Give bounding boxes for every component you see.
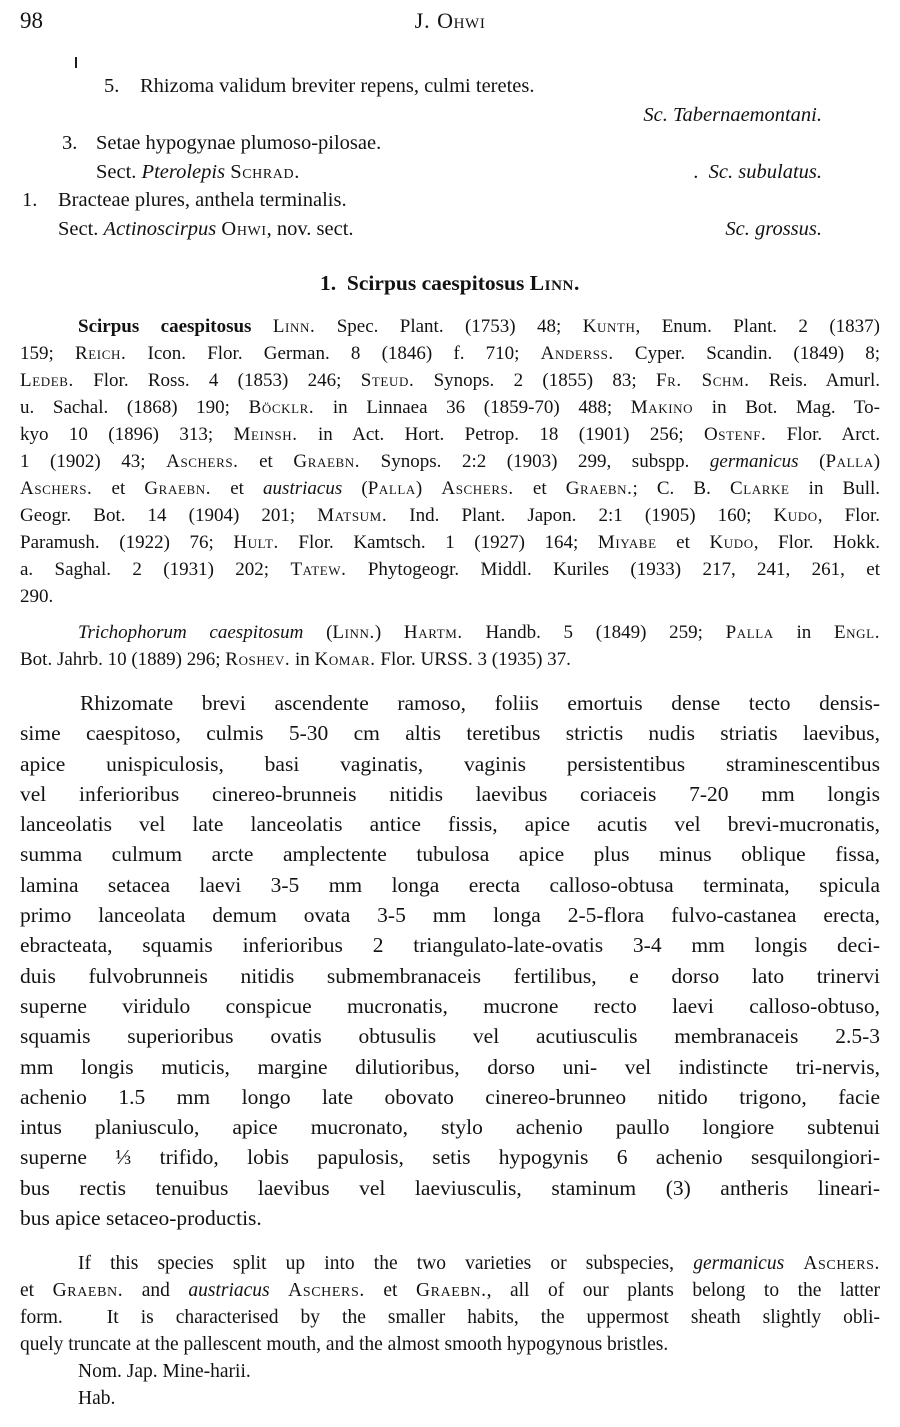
text-segment: in [290, 649, 315, 670]
text-segment: Palla [367, 478, 416, 499]
text-segment: 1. [320, 271, 347, 295]
text-line [20, 1385, 880, 1412]
text-line [20, 688, 880, 718]
text-segment: Engl. [833, 622, 881, 643]
text-segment: Steud. [360, 370, 415, 391]
text-segment: austriacus [263, 478, 343, 499]
text-segment: Kudo [709, 532, 754, 553]
page-number: 98 [20, 8, 43, 33]
text-segment: Synops. 2 (1855) 83; [414, 370, 656, 391]
text-segment: austriacus [188, 1280, 270, 1302]
text-segment: Cyper. Scandin. (1849) 8; [613, 343, 881, 364]
text-segment: ( [303, 622, 333, 643]
text-segment: Handb. 5 (1849) 259; [462, 622, 726, 643]
text-segment: Geogr. Bot. 14 (1904) 201; [20, 505, 318, 526]
text-line [20, 583, 880, 610]
text-segment: Phytogeogr. Middl. Kuriles (1933) 217, 241, 261, et [346, 559, 881, 580]
text-line [20, 475, 880, 502]
key-couplet-number: 3. [62, 132, 78, 154]
text-segment: Linn. [529, 271, 580, 295]
text-segment: Kunth [582, 316, 636, 337]
text-segment: Trichophorum caespitosum [78, 622, 304, 643]
text-line [20, 394, 880, 421]
text-segment: ) [415, 478, 442, 499]
text-segment: , nov. sect. [266, 217, 354, 240]
text-segment: et [364, 1280, 416, 1302]
text-segment: Roshev. [225, 649, 291, 670]
text-segment: Bracteae plures, anthela terminalis. [58, 189, 347, 211]
text-line [20, 1331, 880, 1358]
text-segment: Sc. Tabernaemontani. [643, 103, 822, 126]
text-segment: in Linnaea 36 (1859-70) 488; [314, 397, 631, 418]
text-segment: ebracteata, squamis inferioribus 2 triangulato-late-ovatis 3-4 mm longis deci- [20, 933, 880, 958]
key-lead-text [20, 129, 880, 158]
text-line [20, 900, 880, 930]
text-segment: , Enum. Plant. 2 (1837) [635, 316, 880, 337]
page-content [20, 0, 880, 1412]
text-line [20, 421, 880, 448]
text-segment: Graebn. [293, 451, 361, 472]
text-line [20, 1052, 880, 1082]
key-species-name [693, 158, 822, 187]
text-segment: intus planiusculo, apice mucronato, stylo achenio paullo longiore subtenui [20, 1115, 880, 1140]
text-line [20, 502, 880, 529]
text-line [20, 1082, 880, 1112]
text-segment: Graebn. [565, 478, 633, 499]
text-segment: Böcklr. [248, 397, 315, 418]
text-segment: Rhizomate brevi ascendente ramoso, foliis emortuis dense tecto densis- [80, 691, 880, 715]
text-segment: Ind. Plant. Japon. 2:1 (1905) 160; [387, 505, 774, 526]
text-segment: lamina setacea laevi 3-5 mm longa erecta calloso-obtusa terminata, spicula [20, 872, 880, 897]
text-segment: superne viridulo conspicue mucronatis, mucrone recto laevi calloso-obtuso, [20, 993, 880, 1018]
text-segment: and [123, 1280, 189, 1302]
text-segment: vel inferioribus cinereo-brunneis nitidis laevibus coriaceis 7-20 mm longis [20, 781, 880, 806]
text-line [20, 1277, 880, 1304]
text-segment: Sc. grossus. [725, 217, 822, 240]
text-segment: superne ⅓ trifido, lobis papulosis, setis hypogynis 6 achenio sesquilongiori- [20, 1145, 880, 1170]
latin-description-paragraph [20, 688, 880, 1233]
text-segment: . [693, 160, 709, 183]
text-segment: Nom. Jap. Mine-harii. [78, 1361, 251, 1383]
text-segment: Palla [825, 451, 874, 472]
text-segment: J. [414, 8, 438, 33]
text-line [20, 1203, 880, 1233]
text-line [20, 529, 880, 556]
text-segment: Ostenf. [703, 424, 767, 445]
key-result-tabernaemontani [20, 101, 880, 130]
text-segment: Spec. Plant. (1753) 48; [315, 316, 583, 337]
text-segment: in Bull. [789, 478, 881, 499]
text-segment: Linn. [332, 622, 375, 643]
text-segment: 159; [20, 343, 75, 364]
text-segment: Palla [725, 622, 774, 643]
text-segment: Sc. subulatus. [708, 160, 822, 183]
text-line [20, 556, 880, 583]
text-segment: in Bot. Mag. To- [693, 397, 881, 418]
text-segment: u. Sachal. (1868) 190; [20, 397, 249, 418]
discussion-paragraph [20, 1250, 880, 1358]
text-segment: achenio 1.5 mm longo late obovato cinereo-brunneo nitido trigono, facie [20, 1084, 880, 1109]
text-segment: 1 (1902) 43; [20, 451, 167, 472]
text-segment: ; C. B. [632, 478, 730, 499]
text-line [20, 718, 880, 748]
text-line [20, 619, 880, 646]
text-segment: in Act. Hort. Petrop. 18 (1901) 256; [297, 424, 704, 445]
text-segment [784, 1253, 803, 1274]
synonymy-paragraph [20, 313, 880, 610]
key-lead-text [20, 186, 880, 215]
text-line [20, 930, 880, 960]
key-species-name [643, 104, 822, 126]
text-segment: et [513, 478, 566, 499]
text-line [20, 809, 880, 839]
text-segment: Reich. [74, 343, 127, 364]
text-line [20, 779, 880, 809]
text-segment: bus apice setaceo-productis. [20, 1206, 262, 1231]
identification-key [20, 72, 880, 243]
text-segment: Meinsh. [233, 424, 298, 445]
text-segment: quely truncate at the pallescent mouth, and the almost smooth hypogynous bristles. [20, 1334, 669, 1356]
text-segment: et [92, 478, 145, 499]
text-segment: duis fulvobrunneis nitidis submembranaceis fertilibus, e dorso lato trinervi [20, 963, 880, 988]
key-sect-pterolepis [20, 158, 880, 187]
text-segment: primo lanceolata demum ovata 3-5 mm longa 2-5-flora fulvo-castanea erecta, [20, 903, 880, 928]
text-segment: Ohwi [221, 217, 267, 240]
text-segment [270, 1280, 289, 1301]
text-line [20, 991, 880, 1021]
text-line [20, 1142, 880, 1172]
text-line [20, 1358, 880, 1385]
species-heading [20, 269, 880, 297]
text-segment: Rhizoma validum breviter repens, culmi teretes. [140, 75, 535, 97]
text-segment: summa culmum arcte amplectente tubulosa apice plus minus oblique fissa, [20, 842, 880, 867]
text-segment: mm longis muticis, margine dilutioribus, dorso uni- vel indistincte tri-nervis, [20, 1054, 880, 1079]
text-segment: Aschers. [288, 1280, 365, 1302]
text-line [20, 961, 880, 991]
text-segment: If this species split up into the two varieties or subspecies, [78, 1253, 694, 1275]
text-line [20, 340, 880, 367]
text-segment: ( [342, 478, 368, 499]
text-segment: Clarke [729, 478, 790, 499]
text-segment: et [656, 532, 710, 553]
text-segment: Graebn. [144, 478, 212, 499]
text-segment: Bot. Jahrb. 10 (1889) 296; [20, 649, 226, 670]
text-segment: squamis superioribus ovatis obtusulis vel acutiusculis membranaceis 2.5-3 [20, 1024, 880, 1049]
text-segment: Anderss. [540, 343, 614, 364]
text-line [20, 313, 880, 340]
text-segment: Komar. [314, 649, 376, 670]
text-segment: Linn. [272, 316, 316, 337]
page-header [20, 0, 880, 38]
text-segment: Miyabe [597, 532, 657, 553]
key-lead-text [20, 72, 880, 101]
key-sect-actinoscirpus [20, 215, 880, 244]
text-segment: ) [374, 622, 404, 643]
key-lead-5 [20, 72, 880, 101]
key-species-name [725, 215, 822, 244]
text-segment: , Flor. Hokk. [753, 532, 880, 553]
text-segment: Schrad. [230, 160, 300, 183]
text-segment: Graebn. [52, 1280, 124, 1302]
text-line [20, 1250, 880, 1277]
text-segment: form. It is characterised by the smaller habits, the uppermost sheath slightly obli- [20, 1307, 880, 1329]
text-segment: lanceolatis vel late lanceolatis antice fissis, apice acutis vel brevi-mucronatis, [20, 812, 880, 837]
text-segment: ) [873, 451, 881, 472]
text-segment: Flor. Ross. 4 (1853) 246; [73, 370, 361, 391]
text-line [20, 1112, 880, 1142]
text-line [20, 367, 880, 394]
text-segment: ( [798, 451, 826, 472]
text-segment: Hartm. [403, 622, 463, 643]
text-segment: et [238, 451, 294, 472]
text-segment: Scirpus caespitosus [78, 316, 273, 337]
text-segment: a. Saghal. 2 (1931) 202; [20, 559, 291, 580]
text-line [20, 448, 880, 475]
text-segment: Graebn. [415, 1280, 487, 1302]
text-segment: Aschers. [166, 451, 239, 472]
text-segment: et [20, 1280, 53, 1302]
key-couplet-number: 1. [22, 189, 38, 211]
text-segment: Scirpus caespitosus [346, 271, 525, 295]
text-segment: Flor. Arct. [766, 424, 880, 445]
text-segment: Hab. [78, 1388, 116, 1410]
text-line [20, 839, 880, 869]
key-lead-3 [20, 129, 880, 158]
text-segment: Makino [630, 397, 694, 418]
text-segment: Actinoscirpus [103, 217, 217, 240]
text-segment: Kudo [773, 505, 818, 526]
text-line [20, 1304, 880, 1331]
text-segment: Sect. [58, 217, 104, 240]
text-segment: Paramush. (1922) 76; [20, 532, 234, 553]
text-line [20, 1021, 880, 1051]
text-segment: in [773, 622, 834, 643]
running-title [20, 8, 880, 34]
text-segment: Ohwi [437, 8, 486, 33]
text-segment: apice unispiculosis, basi vaginatis, vaginis persistentibus straminescentibus [20, 751, 880, 776]
text-segment: kyo 10 (1896) 313; [20, 424, 234, 445]
synonymy-paragraph-trichophorum [20, 619, 880, 673]
text-segment: sime caespitoso, culmis 5-30 cm altis teretibus strictis nudis striatis laevibus, [20, 721, 880, 746]
key-couplet-number: 5. [104, 75, 120, 97]
text-line [20, 1173, 880, 1203]
text-segment: Setae hypogynae plumoso-pilosae. [96, 132, 382, 154]
text-segment: Synops. 2:2 (1903) 299, subspp. [360, 451, 710, 472]
text-segment: 290. [20, 586, 54, 607]
text-segment: Flor. URSS. 3 (1935) 37. [375, 649, 571, 670]
text-segment: Icon. Flor. German. 8 (1846) f. 710; [126, 343, 541, 364]
text-line [20, 749, 880, 779]
text-segment: Sect. [96, 160, 142, 183]
text-segment: germanicus [709, 451, 799, 472]
text-line [20, 870, 880, 900]
text-segment: , all of our plants belong to the latter [486, 1280, 880, 1302]
text-segment: Reis. Amurl. [749, 370, 880, 391]
text-segment: Ledeb. [20, 370, 74, 391]
text-segment: Aschers. [20, 478, 93, 499]
text-segment: Pterolepis [141, 160, 226, 183]
text-line [20, 646, 880, 673]
text-segment: bus rectis tenuibus laevibus vel laeviusculis, staminum (3) antheris lineari- [20, 1175, 880, 1200]
footer-notes [20, 1358, 880, 1412]
text-segment: , Flor. [817, 505, 880, 526]
key-lead-1 [20, 186, 880, 215]
text-segment: Flor. Kamtsch. 1 (1927) 164; [278, 532, 598, 553]
text-segment: Fr. Schm. [655, 370, 750, 391]
text-segment: Tatew. [290, 559, 347, 580]
text-segment: Aschers. [803, 1253, 881, 1275]
text-segment: et [211, 478, 264, 499]
text-segment: germanicus [693, 1253, 785, 1275]
text-segment: Matsum. [317, 505, 388, 526]
text-segment: Hult. [233, 532, 279, 553]
text-segment: Aschers. [441, 478, 514, 499]
